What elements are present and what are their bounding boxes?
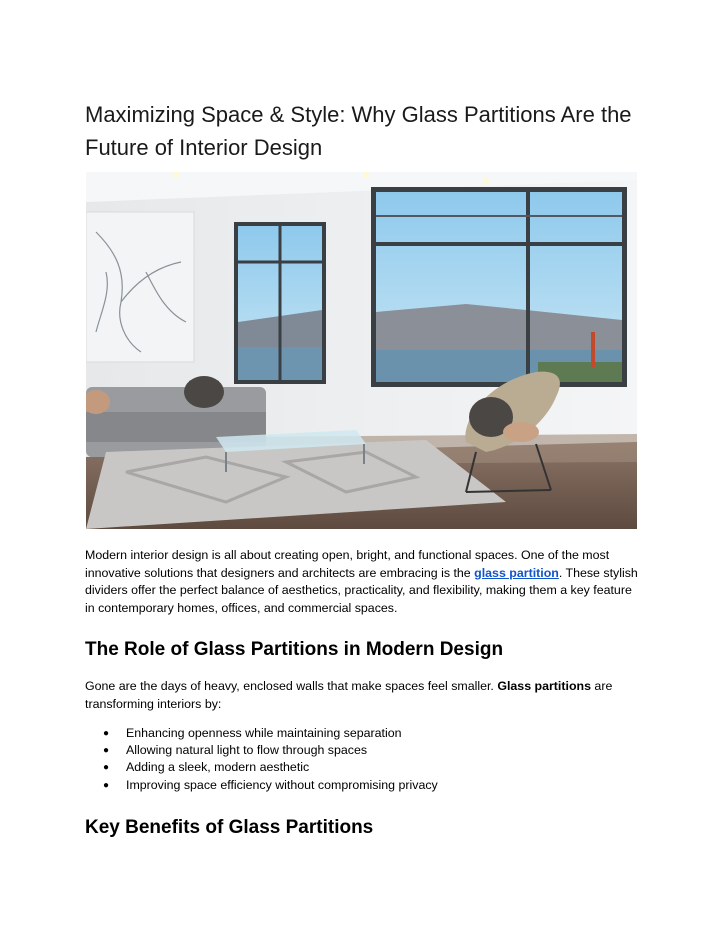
section-heading-role: The Role of Glass Partitions in Modern Design: [85, 639, 504, 660]
section-paragraph: [85, 678, 645, 713]
list-item: [85, 759, 645, 776]
list-item: [85, 742, 645, 759]
section-heading-benefits: Key Benefits of Glass Partitions: [85, 817, 374, 838]
bullet-icon: ●: [103, 728, 110, 739]
paragraph-text-end: are transforming interiors by:: [85, 679, 613, 711]
list-item-text: Allowing natural light to flow through spaces: [126, 743, 368, 758]
list-item: [85, 725, 645, 742]
intro-text-after-link: . These stylish dividers offer the perfect balance of aesthetics, practicality, and flexibility, making them a key feature in contemporary homes, offices, and commercial spaces.: [85, 565, 638, 615]
bullet-icon: ●: [103, 745, 110, 757]
article-title: Maximizing Space & Style: Why Glass Partitions Are the Future of Interior Design: [85, 102, 632, 160]
hero-image: [86, 172, 637, 529]
list-item: [85, 777, 645, 794]
paragraph-bold-text: Glass partitions: [497, 679, 591, 693]
list-item-text: Adding a sleek, modern aesthetic: [126, 760, 310, 775]
benefits-bullet-list: [85, 725, 645, 794]
list-item-text: Enhancing openness while maintaining separation: [126, 726, 402, 740]
intro-text-before-link: Modern interior design is all about creating open, bright, and functional spaces. One of the most innovative solutions that designers and architects are embracing is the: [85, 548, 610, 580]
bullet-icon: ●: [103, 762, 110, 774]
bullet-icon: ●: [103, 779, 110, 791]
paragraph-text: Gone are the days of heavy, enclosed walls that make spaces feel smaller.: [85, 679, 498, 693]
intro-paragraph: [85, 547, 640, 617]
list-item-text: Improving space efficiency without compromising privacy: [126, 777, 438, 792]
glass-partition-link[interactable]: glass partition: [474, 565, 559, 580]
